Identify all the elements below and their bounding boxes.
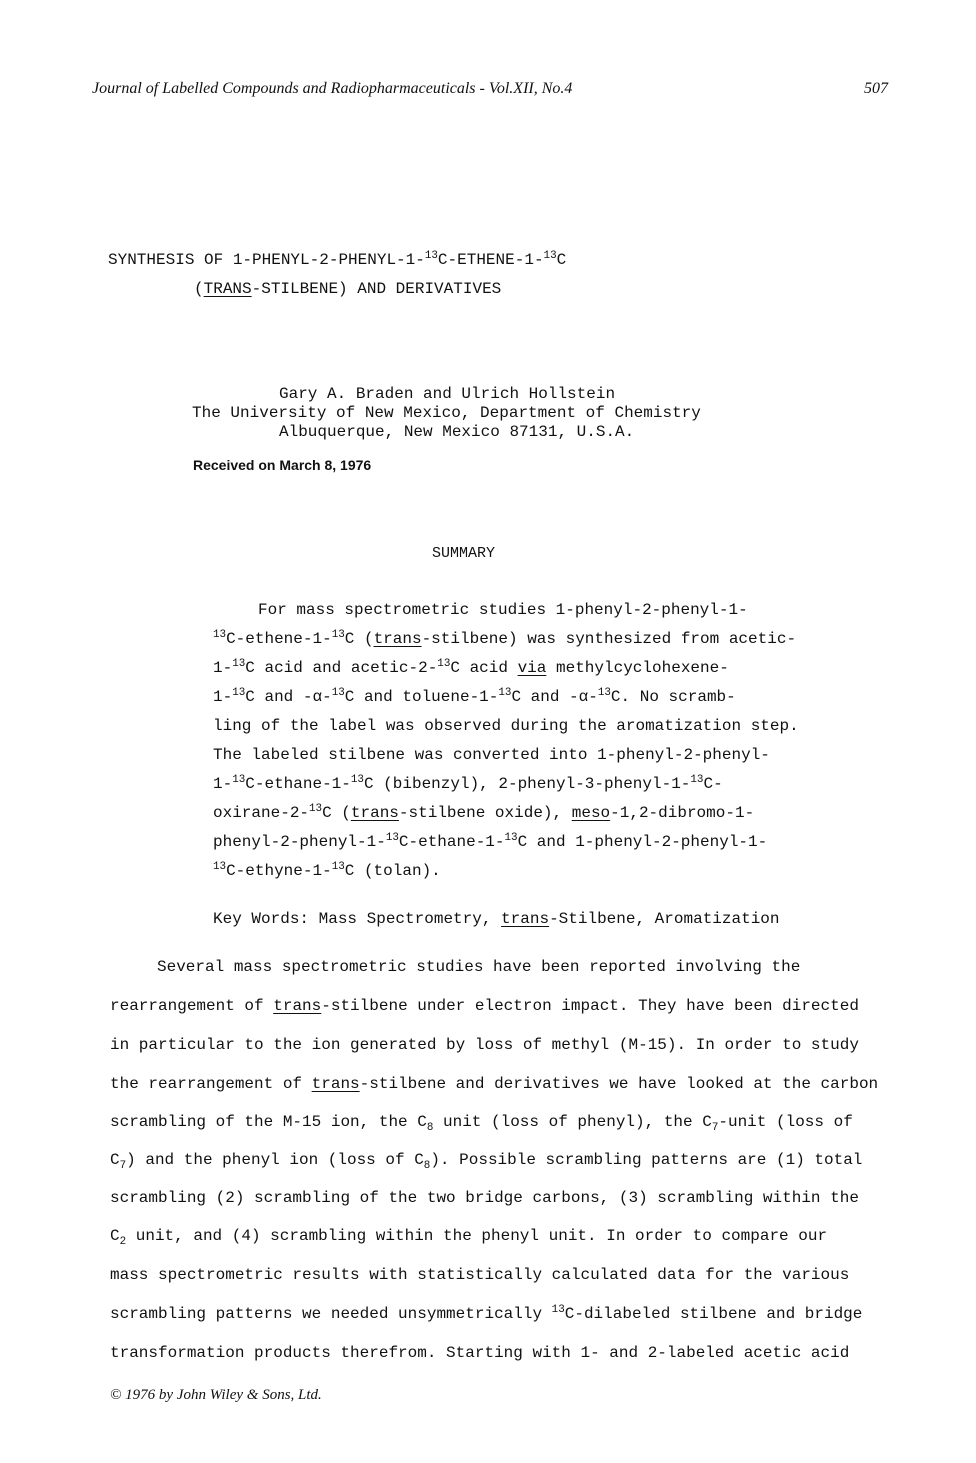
summary-line: The labeled stilbene was converted into 1-phenyl-2-phenyl- (213, 746, 770, 764)
body-line: scrambling (2) scrambling of the two bridge carbons, (3) scrambling within the (110, 1189, 859, 1207)
body-line: scrambling of the M-15 ion, the $C_8$ unit (loss of phenyl), the $C_7$-unit (loss of (110, 1113, 853, 1134)
copyright-notice: © 1976 by John Wiley & Sons, Ltd. (110, 1387, 322, 1403)
author-block (192, 385, 701, 442)
body-line: rearrangement of trans-stilbene under electron impact. They have been directed (110, 997, 859, 1015)
author-names: Gary A. Braden and Ulrich Hollstein (279, 385, 616, 403)
summary-line: $^{13}$C-ethyne-1-$^{13}$C (tolan). (213, 861, 441, 880)
body-line: in particular to the ion generated by loss of methyl (M-15). In order to study (110, 1036, 859, 1054)
summary-line: 1-$^{13}$C-ethane-1-$^{13}$C (bibenzyl), 2-phenyl-3-phenyl-1-$^{13}$C- (213, 774, 723, 793)
summary-line: 1-$^{13}$C and -α-$^{13}$C and toluene-1-$^{13}$C and -α-$^{13}$C. No scramb- (213, 687, 736, 706)
body-line: $C_2$ unit, and (4) scrambling within the phenyl unit. In order to compare our (110, 1227, 828, 1248)
body-line: $C_7$) and the phenyl ion (loss of $C_8$). Possible scrambling patterns are (1) total (110, 1151, 863, 1172)
title-line-1: SYNTHESIS OF 1-PHENYL-2-PHENYL-1-$^{13}$C-ETHENE-1-$^{13}$C (108, 250, 567, 269)
summary-line: For mass spectrometric studies 1-phenyl-2-phenyl-1- (258, 601, 748, 619)
summary-line: phenyl-2-phenyl-1-$^{13}$C-ethane-1-$^{13}$C and 1-phenyl-2-phenyl-1- (213, 832, 768, 851)
summary-line: ling of the label was observed during the aromatization step. (213, 717, 799, 735)
summary-heading: SUMMARY (432, 545, 496, 562)
summary-line: $^{13}$C-ethene-1-$^{13}$C (trans-stilbene) was synthesized from acetic- (213, 629, 797, 648)
author-affiliation: The University of New Mexico, Department of Chemistry (192, 404, 701, 422)
key-words: Key Words: Mass Spectrometry, trans-Stilbene, Aromatization (213, 910, 780, 928)
body-line: scrambling patterns we needed unsymmetrically $^{13}$C-dilabeled stilbene and bridge (110, 1304, 863, 1323)
body-line: the rearrangement of trans-stilbene and derivatives we have looked at the carbon (110, 1075, 879, 1093)
page-number: 507 (864, 80, 888, 97)
title-line-2: (TRANS-STILBENE) AND DERIVATIVES (194, 280, 502, 298)
body-text (110, 958, 910, 1368)
summary-text (213, 601, 833, 891)
article-title (108, 246, 566, 304)
body-line: mass spectrometric results with statistically calculated data for the various (110, 1266, 850, 1284)
summary-line: 1-$^{13}$C acid and acetic-2-$^{13}$C acid via methylcyclohexene- (213, 658, 729, 677)
summary-line: oxirane-2-$^{13}$C (trans-stilbene oxide), meso-1,2-dibromo-1- (213, 803, 755, 822)
author-address: Albuquerque, New Mexico 87131, U.S.A. (279, 423, 635, 441)
journal-header: Journal of Labelled Compounds and Radiopharmaceuticals - Vol.XII, No.4 (92, 80, 573, 97)
body-line: transformation products therefrom. Starting with 1- and 2-labeled acetic acid (110, 1344, 850, 1362)
received-date: Received on March 8, 1976 (193, 457, 372, 473)
body-line: Several mass spectrometric studies have been reported involving the (157, 958, 801, 976)
